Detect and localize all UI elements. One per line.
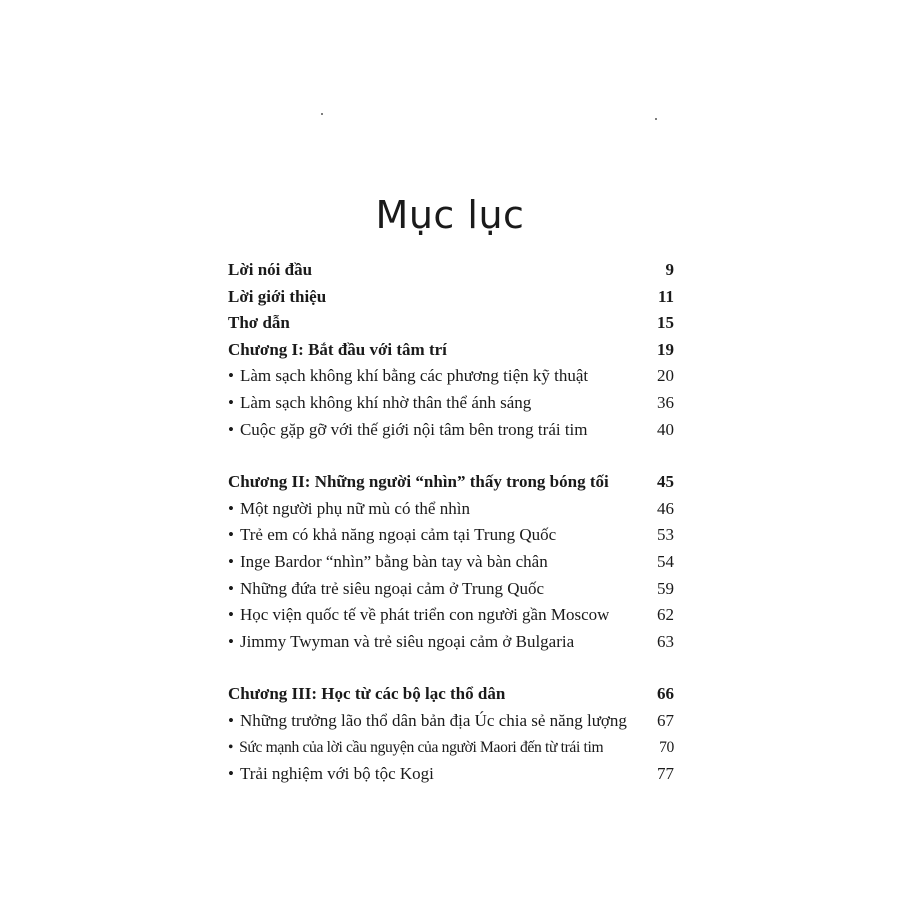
print-speck [321, 113, 323, 115]
toc-heading-entry [228, 310, 674, 337]
toc-entry-text: Chương I: Bắt đầu với tâm trí [228, 339, 447, 359]
bullet-icon: • [228, 578, 234, 598]
toc-entry-title [228, 708, 627, 735]
toc-entry-text: Thơ dẫn [228, 313, 290, 333]
toc-subentry [228, 496, 674, 523]
toc-entry-title [228, 549, 548, 576]
toc-subentry [228, 576, 674, 603]
toc-subentry [228, 363, 674, 390]
toc-heading-entry [228, 284, 674, 311]
toc-page-number: 54 [657, 551, 674, 571]
toc-entry-text: Một người phụ nữ mù có thể nhìn [239, 498, 470, 518]
toc-page-number: 15 [657, 313, 674, 333]
toc-entry-text: Lời giới thiệu [228, 286, 327, 306]
toc-entry-text: Những đứa trẻ siêu ngoại cảm ở Trung Quốc [239, 578, 545, 598]
toc-entry-title [228, 496, 470, 523]
toc-page-number: 77 [657, 764, 674, 784]
toc-entry-title [228, 576, 544, 603]
toc-page-number: 67 [657, 710, 674, 730]
toc-subentry [228, 602, 674, 629]
toc-heading-entry [228, 681, 674, 708]
toc-entry-title [228, 629, 574, 656]
toc-entry-title [228, 602, 609, 629]
toc-entry-text: Học viện quốc tế về phát triển con người gần Moscow [239, 605, 610, 625]
toc-entry-text: Trải nghiệm với bộ tộc Kogi [239, 764, 434, 784]
toc-page-number: 62 [657, 605, 674, 625]
toc-entry-text: Làm sạch không khí bằng các phương tiện kỹ thuật [239, 366, 589, 386]
bullet-icon: • [228, 392, 234, 412]
toc-entry-title [228, 681, 505, 708]
toc-page-number: 53 [657, 525, 674, 545]
toc-entry-title [228, 761, 434, 788]
toc-entry-title [228, 337, 447, 364]
toc-entry-text: Lời nói đầu [228, 260, 313, 279]
bullet-icon: • [228, 525, 234, 545]
toc-subentry [228, 761, 674, 788]
toc-entry-text: Inge Bardor “nhìn” bằng bàn tay và bàn chân [239, 551, 548, 571]
toc-subentry [228, 549, 674, 576]
toc-entry-title [228, 390, 531, 417]
toc-subentry [228, 735, 674, 762]
section-gap [228, 655, 674, 681]
bullet-icon: • [228, 498, 234, 518]
toc-page-number: 19 [657, 339, 674, 359]
toc-entry-text: Làm sạch không khí nhờ thân thể ánh sáng [239, 392, 532, 412]
print-speck [655, 118, 657, 120]
toc-entry-text: Chương III: Học từ các bộ lạc thổ dân [228, 684, 506, 704]
bullet-icon: • [228, 366, 234, 386]
toc-page-number: 46 [657, 498, 674, 518]
toc-subentry [228, 522, 674, 549]
toc-heading-entry [228, 257, 674, 284]
toc-heading-entry [228, 337, 674, 364]
bullet-icon: • [228, 551, 234, 571]
section-gap [228, 443, 674, 469]
toc-entry-title [228, 310, 290, 337]
toc-entry-text: Jimmy Twyman và trẻ siêu ngoại cảm ở Bulgaria [239, 631, 575, 651]
toc-page-number: 11 [657, 286, 674, 306]
toc-page-number: 45 [657, 472, 674, 492]
toc-entry-title [228, 735, 603, 762]
bullet-icon: • [228, 419, 234, 439]
toc-page-number: 70 [659, 738, 674, 756]
toc-page-number: 40 [657, 419, 674, 439]
toc-entry-text: Trẻ em có khả năng ngoại cảm tại Trung Quốc [239, 525, 557, 545]
toc-entry-text: Sức mạnh của lời cầu nguyện của người Maori đến từ trái tim [239, 738, 604, 756]
toc-page-number: 20 [657, 366, 674, 386]
toc-page-number: 63 [657, 631, 674, 651]
toc-entry-title [228, 417, 588, 444]
bullet-icon: • [228, 605, 234, 625]
bullet-icon: • [228, 764, 234, 784]
toc-entry-text: Cuộc gặp gỡ với thế giới nội tâm bên trong trái tim [239, 419, 588, 439]
toc-entry-title [228, 363, 588, 390]
bullet-icon: • [228, 710, 234, 730]
toc-page-number: 59 [657, 578, 674, 598]
bullet-icon: • [228, 631, 234, 651]
toc-page-number: 66 [657, 684, 674, 704]
toc-subentry [228, 390, 674, 417]
toc-heading-entry [228, 469, 674, 496]
toc-entry-text: Chương II: Những người “nhìn” thấy trong bóng tối [228, 472, 609, 492]
table-of-contents [228, 257, 674, 788]
toc-entry-title [228, 522, 556, 549]
toc-subentry [228, 629, 674, 656]
toc-entry-title [228, 469, 609, 496]
toc-page-number: 9 [665, 260, 674, 279]
bullet-icon: • [228, 738, 234, 756]
toc-entry-title [228, 257, 312, 284]
toc-page-number: 36 [657, 392, 674, 412]
page-title: Mục lục [375, 193, 525, 238]
toc-subentry [228, 708, 674, 735]
toc-subentry [228, 417, 674, 444]
toc-entry-title [228, 284, 326, 311]
toc-entry-text: Những trưởng lão thổ dân bản địa Úc chia sẻ năng lượng [239, 710, 627, 730]
